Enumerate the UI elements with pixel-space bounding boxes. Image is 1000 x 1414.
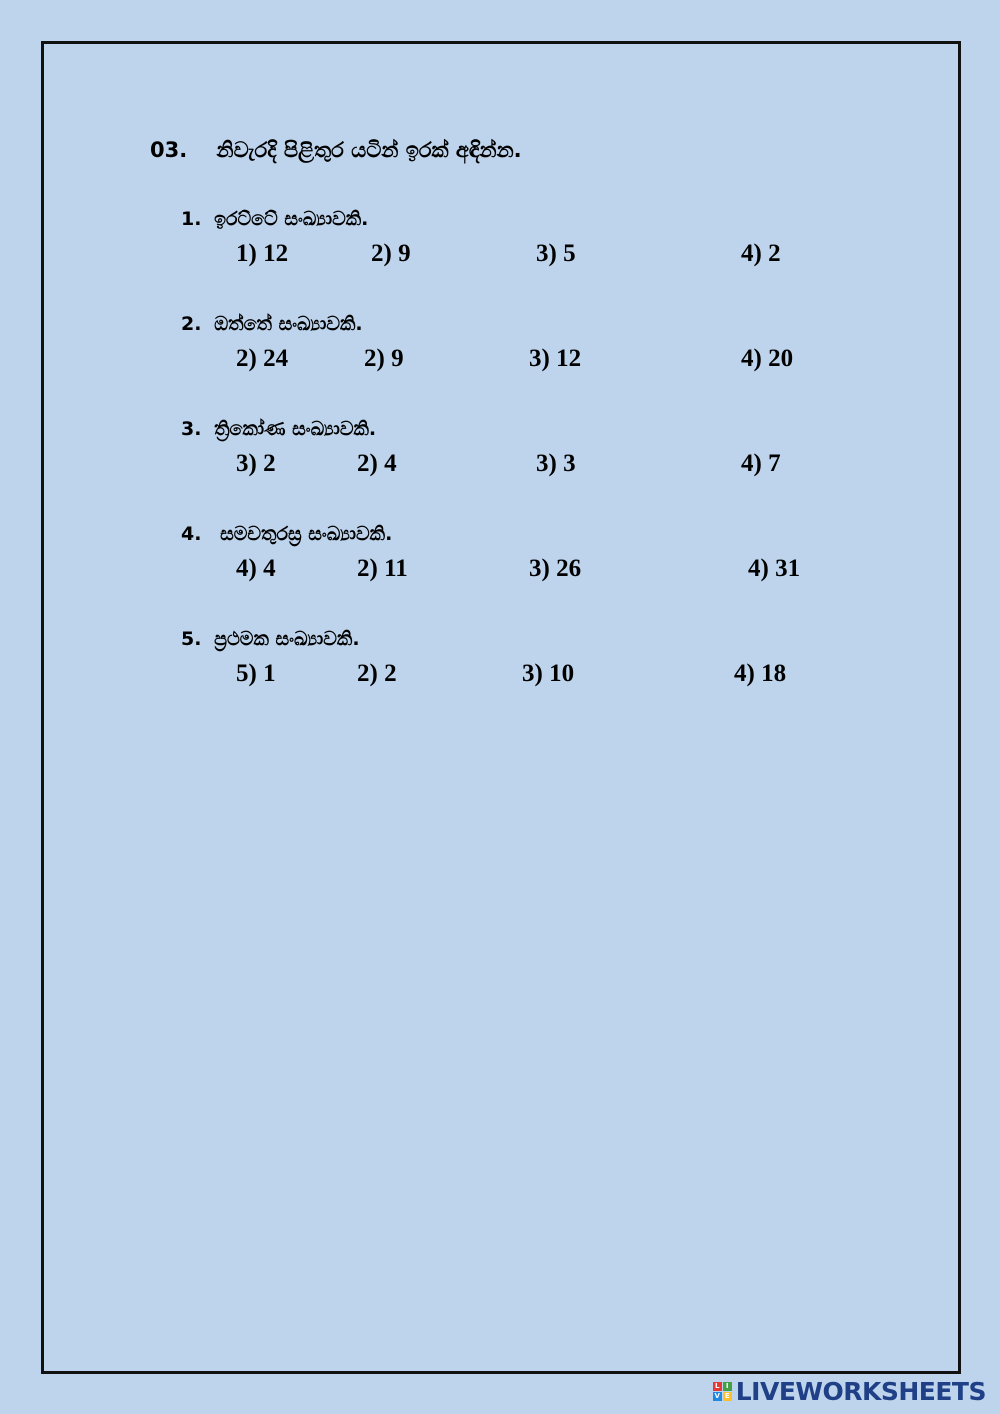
question-3-option-1[interactable]: 3) 2 — [236, 450, 276, 477]
question-1-option-4[interactable]: 4) 2 — [741, 240, 781, 267]
question-text: සමචතුරස්‍ර සංඛ්‍යාවකි. — [220, 523, 393, 545]
question-5-title — [181, 628, 360, 650]
question-2-title — [181, 313, 363, 335]
question-3-option-2[interactable]: 2) 4 — [357, 450, 397, 477]
question-1-option-1[interactable]: 1) 12 — [236, 240, 289, 267]
section-number: 03. — [150, 138, 188, 162]
question-1-title — [181, 208, 368, 230]
logo-tile: I — [723, 1382, 732, 1391]
question-4-option-3[interactable]: 3) 26 — [529, 555, 582, 582]
liveworksheets-logo — [713, 1377, 986, 1406]
brand-name: LIVEWORKSHEETS — [735, 1377, 986, 1406]
question-number: 4. — [181, 523, 202, 545]
question-2-option-2[interactable]: 2) 9 — [364, 345, 404, 372]
question-text: ඔත්තේ සංඛ්‍යාවකි. — [214, 313, 363, 335]
question-text: ඉරට්ටේ සංඛ්‍යාවකි. — [214, 208, 369, 230]
question-1-option-2[interactable]: 2) 9 — [371, 240, 411, 267]
logo-tiles-icon — [713, 1382, 732, 1401]
question-number: 2. — [181, 313, 202, 335]
question-2-option-4[interactable]: 4) 20 — [741, 345, 794, 372]
question-4-option-2[interactable]: 2) 11 — [357, 555, 408, 582]
section-instruction: නිවැරදි පිළිතුර යටින් ඉරක් අඳින්න. — [216, 138, 522, 162]
question-4-option-1[interactable]: 4) 4 — [236, 555, 276, 582]
question-2-option-1[interactable]: 2) 24 — [236, 345, 289, 372]
question-5-option-2[interactable]: 2) 2 — [357, 660, 397, 687]
worksheet-frame — [41, 41, 961, 1374]
question-4-title — [181, 523, 392, 545]
question-1-option-3[interactable]: 3) 5 — [536, 240, 576, 267]
question-5-option-4[interactable]: 4) 18 — [734, 660, 787, 687]
question-number: 1. — [181, 208, 202, 230]
question-text: ත්‍රිකෝණ සංඛ්‍යාවකි. — [214, 418, 377, 440]
question-5-option-3[interactable]: 3) 10 — [522, 660, 575, 687]
question-number: 5. — [181, 628, 202, 650]
logo-tile: V — [714, 1392, 720, 1400]
question-3-option-4[interactable]: 4) 7 — [741, 450, 781, 477]
question-4-option-4[interactable]: 4) 31 — [748, 555, 801, 582]
logo-tile: E — [723, 1392, 732, 1401]
question-text: ප්‍රථමක සංඛ්‍යාවකි. — [214, 628, 360, 650]
question-5-option-1[interactable]: 5) 1 — [236, 660, 276, 687]
question-3-option-3[interactable]: 3) 3 — [536, 450, 576, 477]
question-number: 3. — [181, 418, 202, 440]
logo-tile: L — [713, 1382, 722, 1391]
section-heading — [150, 138, 522, 163]
question-3-title — [181, 418, 376, 440]
question-2-option-3[interactable]: 3) 12 — [529, 345, 582, 372]
